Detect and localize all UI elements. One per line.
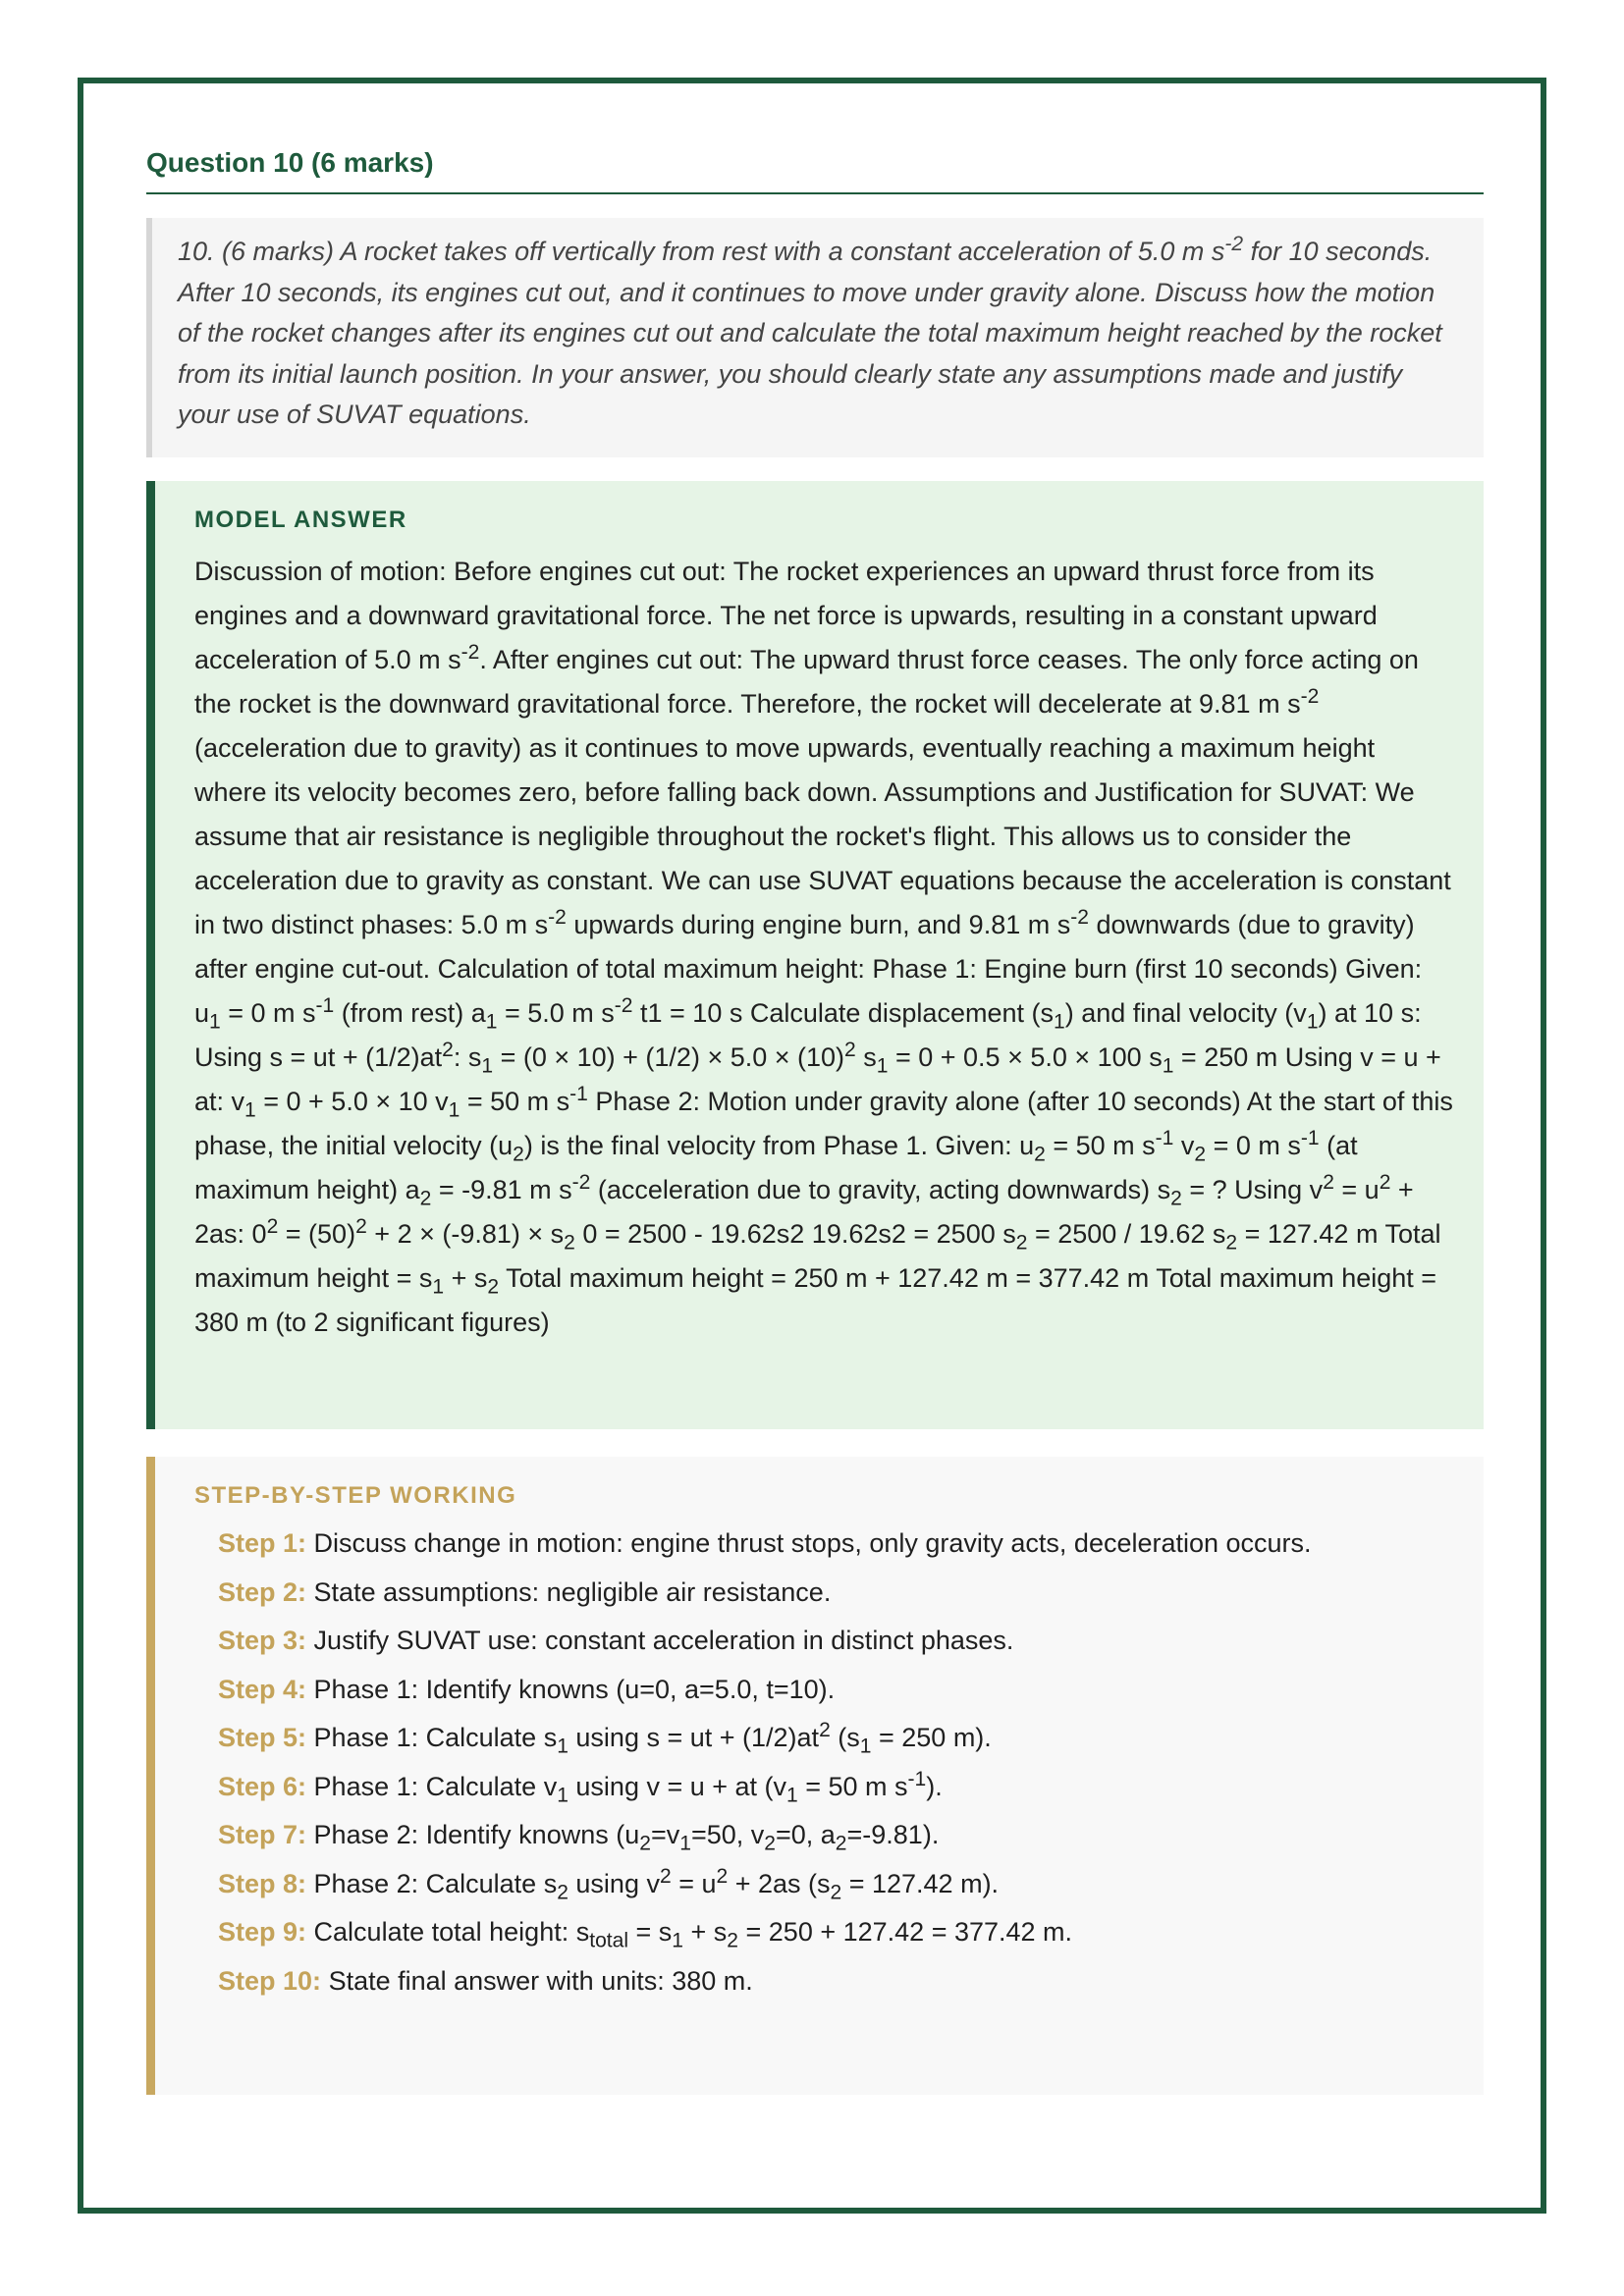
- step-label: Step 5:: [218, 1723, 307, 1752]
- step-item: [194, 1815, 1454, 1854]
- step-label: Step 6:: [218, 1771, 307, 1801]
- step-label: Step 1:: [218, 1528, 307, 1558]
- question-title: Question 10 (6 marks): [146, 147, 1484, 194]
- step-item: [194, 1718, 1454, 1757]
- step-label: Step 9:: [218, 1917, 307, 1947]
- step-label: Step 7:: [218, 1820, 307, 1849]
- step-label: Step 3:: [218, 1626, 307, 1655]
- model-answer-box: [146, 481, 1484, 1429]
- step-text: State assumptions: negligible air resistance.: [313, 1576, 832, 1607]
- step-item: [194, 1523, 1454, 1563]
- question-text: 10. (6 marks) A rocket takes off vertically from rest with a constant acceleration of 5.0 m $s^{-2}$ for 10 seconds. After 10 seconds, its engines cut out, and it continues to move under gravity alone. Discuss how the motion of the rocket changes after its engines cut out and calculate the total maximum height reached by the rocket from its initial launch position. In your answer, you should clearly state any assumptions made and justify your use of SUVAT equations.: [146, 218, 1484, 457]
- step-text: Phase 1: Calculate $s_1$ using s = ut + $(1/2)at^2$ ($s_1 = 250$ m).: [313, 1719, 992, 1758]
- step-by-step-box: [146, 1457, 1484, 2095]
- step-label: Step 4:: [218, 1674, 307, 1704]
- step-item: [194, 1573, 1454, 1612]
- step-text: Phase 1: Identify knowns (u=0, a=5.0, t=10).: [313, 1674, 836, 1704]
- step-text: Justify SUVAT use: constant acceleration in distinct phases.: [313, 1626, 1014, 1655]
- step-text: Phase 2: Calculate $s_2$ using $v^2 = u^2 + 2as$ ($s_2 = 127.42$ m).: [313, 1864, 1000, 1903]
- model-answer-text: Discussion of motion: Before engines cut out: The rocket experiences an upward thrust force from its engines and a downward gravitational force. The net force is upwards, resulting in a constant upward acceleration of 5.0 m $s^{-2}$. After engines cut out: The upward thrust force ceases. The only force acting on the rocket is the downward gravitational force. Therefore, the rocket will decelerate at 9.81 m $s^{-2}$ (acceleration due to gravity) as it continues to move upwards, eventually reaching a maximum height where its velocity becomes zero, before falling back down. Assumptions and Justification for SUVAT: We assume that air resistance is negligible throughout the rocket's flight. This allows us to consider the acceleration due to gravity as constant. We can use SUVAT equations because the acceleration is constant in two distinct phases: 5.0 m $s^{-2}$ upwards during engine burn, and 9.81 m $s^{-2}$ downwards (due to gravity) after engine cut-out. Calculation of total maximum height: Phase 1: Engine burn (first 10 seconds) Given: $u_1 = 0$ m $s^{-1}$ (from rest) $a_1 = 5.0$ m $s^{-2}$ t1 = 10 s Calculate displacement $(s_1)$ and final velocity $(v_1)$ at 10 s: Using s = ut + $(1/2)at^2$: $s_1 = (0 \times 10) + (1/2) \times 5.0 \times (10)^2$ $s_1 = 0 + 0.5 \times 5.0 \times 100$ $s_1 = 250$ m Using v = u + at: $v_1 = 0 + 5.0 \times 10$ $v_1 = 50$ m $s^{-1}$ Phase 2: Motion under gravity alone (after 10 seconds) At the start of this phase, the initial velocity $(u_2)$ is the final velocity from Phase 1. Given: $u_2 = 50$ m $s^{-1}$ $v_2 = 0$ m $s^{-1}$ (at maximum height) $a_2 = -9.81$ m $s^{-2}$ (acceleration due to gravity, acting downwards) $s_2$ = ? Using $v^2 = u^2 + 2as$: $0^2 = (50)^2 + 2 \times (-9.81) \times s_2$ 0 = 2500 - 19.62s2 19.62s2 = 2500 $s_2 = 2500 / 19.62$ $s_2 = 127.42$ m Total maximum height = $s_1 + s_2$ Total maximum height = 250 m + 127.42 m = 377.42 m Total maximum height = 380 m (to 2 significant figures): [194, 557, 1453, 1337]
- step-text: Calculate total height: $s_{total} = s_1 + s_2 = 250 + 127.42 = 377.42$ m.: [313, 1917, 1073, 1952]
- step-item: [194, 1767, 1454, 1806]
- model-answer-heading: MODEL ANSWER: [194, 507, 407, 533]
- step-text: Phase 1: Calculate $v_1$ using v = u + at ($v_1 = 50$ m $s^{-1}$).: [313, 1767, 943, 1806]
- step-text: State final answer with units: 380 m.: [328, 1965, 753, 1996]
- step-text: Phase 2: Identify knowns ($u_2=v_1=50$, $v_2=0$, $a_2=-9.81$).: [313, 1820, 940, 1855]
- step-item: [194, 1961, 1454, 2001]
- step-item: [194, 1912, 1454, 1951]
- step-item: [194, 1621, 1454, 1660]
- step-label: Step 10:: [218, 1965, 322, 1996]
- step-label: Step 2:: [218, 1576, 307, 1607]
- step-text: Discuss change in motion: engine thrust stops, only gravity acts, deceleration occurs.: [313, 1528, 1312, 1558]
- step-item: [194, 1864, 1454, 1903]
- working-heading: STEP-BY-STEP WORKING: [194, 1482, 517, 1509]
- step-item: [194, 1670, 1454, 1709]
- step-label: Step 8:: [218, 1868, 307, 1898]
